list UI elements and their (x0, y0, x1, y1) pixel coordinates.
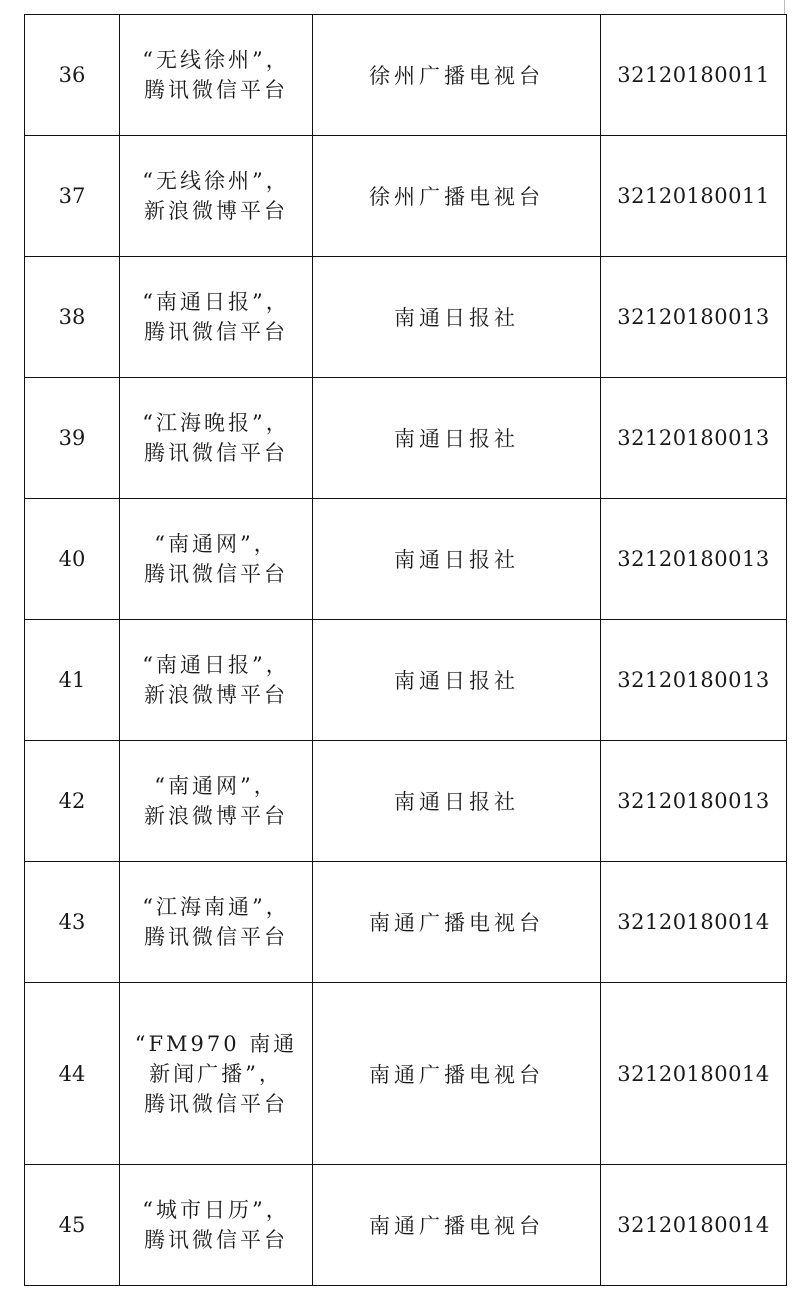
account-name-line: “南通网”， (154, 532, 278, 556)
license-code-cell: 32120180013 (601, 499, 787, 620)
organization-cell: 南通日报社 (313, 378, 601, 499)
row-number: 45 (25, 1165, 120, 1286)
table-row (25, 136, 787, 257)
account-name-cell (120, 499, 313, 620)
organization-cell: 南通日报社 (313, 741, 601, 862)
table-row (25, 862, 787, 983)
license-code-cell: 32120180013 (601, 378, 787, 499)
organization-cell: 南通广播电视台 (313, 1165, 601, 1286)
account-name-line: “无线徐州”， (142, 169, 290, 193)
account-name-cell (120, 136, 313, 257)
account-name-cell (120, 862, 313, 983)
table-row (25, 1165, 787, 1286)
organization-cell: 南通广播电视台 (313, 983, 601, 1165)
license-code-cell: 32120180014 (601, 862, 787, 983)
organization-cell: 徐州广播电视台 (313, 15, 601, 136)
account-name-cell (120, 378, 313, 499)
account-name-line: 腾讯微信平台 (144, 1091, 288, 1116)
registry-table (24, 14, 787, 1286)
organization-cell: 南通广播电视台 (313, 862, 601, 983)
table-row (25, 620, 787, 741)
license-code-cell: 32120180014 (601, 983, 787, 1165)
license-code-cell: 32120180013 (601, 257, 787, 378)
account-name-line: 新浪微博平台 (144, 683, 288, 707)
table-row (25, 257, 787, 378)
organization-cell: 徐州广播电视台 (313, 136, 601, 257)
account-name-line: 新浪微博平台 (144, 199, 288, 223)
table-row (25, 983, 787, 1165)
organization-cell: 南通日报社 (313, 257, 601, 378)
table-row (25, 378, 787, 499)
account-name-line: 腾讯微信平台 (144, 320, 288, 344)
row-number: 39 (25, 378, 120, 499)
account-name-line: “江海晚报”， (142, 411, 290, 435)
row-number: 44 (25, 983, 120, 1165)
row-number: 43 (25, 862, 120, 983)
account-name-line: 新闻广播”， (149, 1061, 283, 1086)
account-name-line: “南通日报”， (142, 653, 290, 677)
page-corner-mark (784, 0, 785, 14)
row-number: 42 (25, 741, 120, 862)
account-name-line: “城市日历”， (142, 1198, 290, 1222)
license-code-cell: 32120180014 (601, 1165, 787, 1286)
row-number: 40 (25, 499, 120, 620)
table-row (25, 15, 787, 136)
account-name-line: “无线徐州”， (142, 48, 290, 72)
account-name-cell (120, 1165, 313, 1286)
account-name-line: 腾讯微信平台 (144, 562, 288, 586)
license-code-cell: 32120180011 (601, 136, 787, 257)
account-name-line: 腾讯微信平台 (144, 78, 288, 102)
row-number: 38 (25, 257, 120, 378)
organization-cell: 南通日报社 (313, 499, 601, 620)
account-name-cell (120, 983, 313, 1165)
account-name-cell (120, 257, 313, 378)
account-name-line: “南通网”， (154, 774, 278, 798)
row-number: 37 (25, 136, 120, 257)
account-name-line: “FM970 南通 (134, 1031, 298, 1056)
account-name-line: 腾讯微信平台 (144, 925, 288, 949)
license-code-cell: 32120180011 (601, 15, 787, 136)
row-number: 41 (25, 620, 120, 741)
account-name-cell (120, 741, 313, 862)
account-name-line: 腾讯微信平台 (144, 441, 288, 465)
account-name-line: “江海南通”， (142, 895, 290, 919)
organization-cell: 南通日报社 (313, 620, 601, 741)
license-code-cell: 32120180013 (601, 741, 787, 862)
row-number: 36 (25, 15, 120, 136)
license-code-cell: 32120180013 (601, 620, 787, 741)
account-name-cell (120, 15, 313, 136)
table-row (25, 499, 787, 620)
account-name-line: “南通日报”， (142, 290, 290, 314)
account-name-cell (120, 620, 313, 741)
table-row (25, 741, 787, 862)
account-name-line: 新浪微博平台 (144, 804, 288, 828)
account-name-line: 腾讯微信平台 (144, 1228, 288, 1252)
